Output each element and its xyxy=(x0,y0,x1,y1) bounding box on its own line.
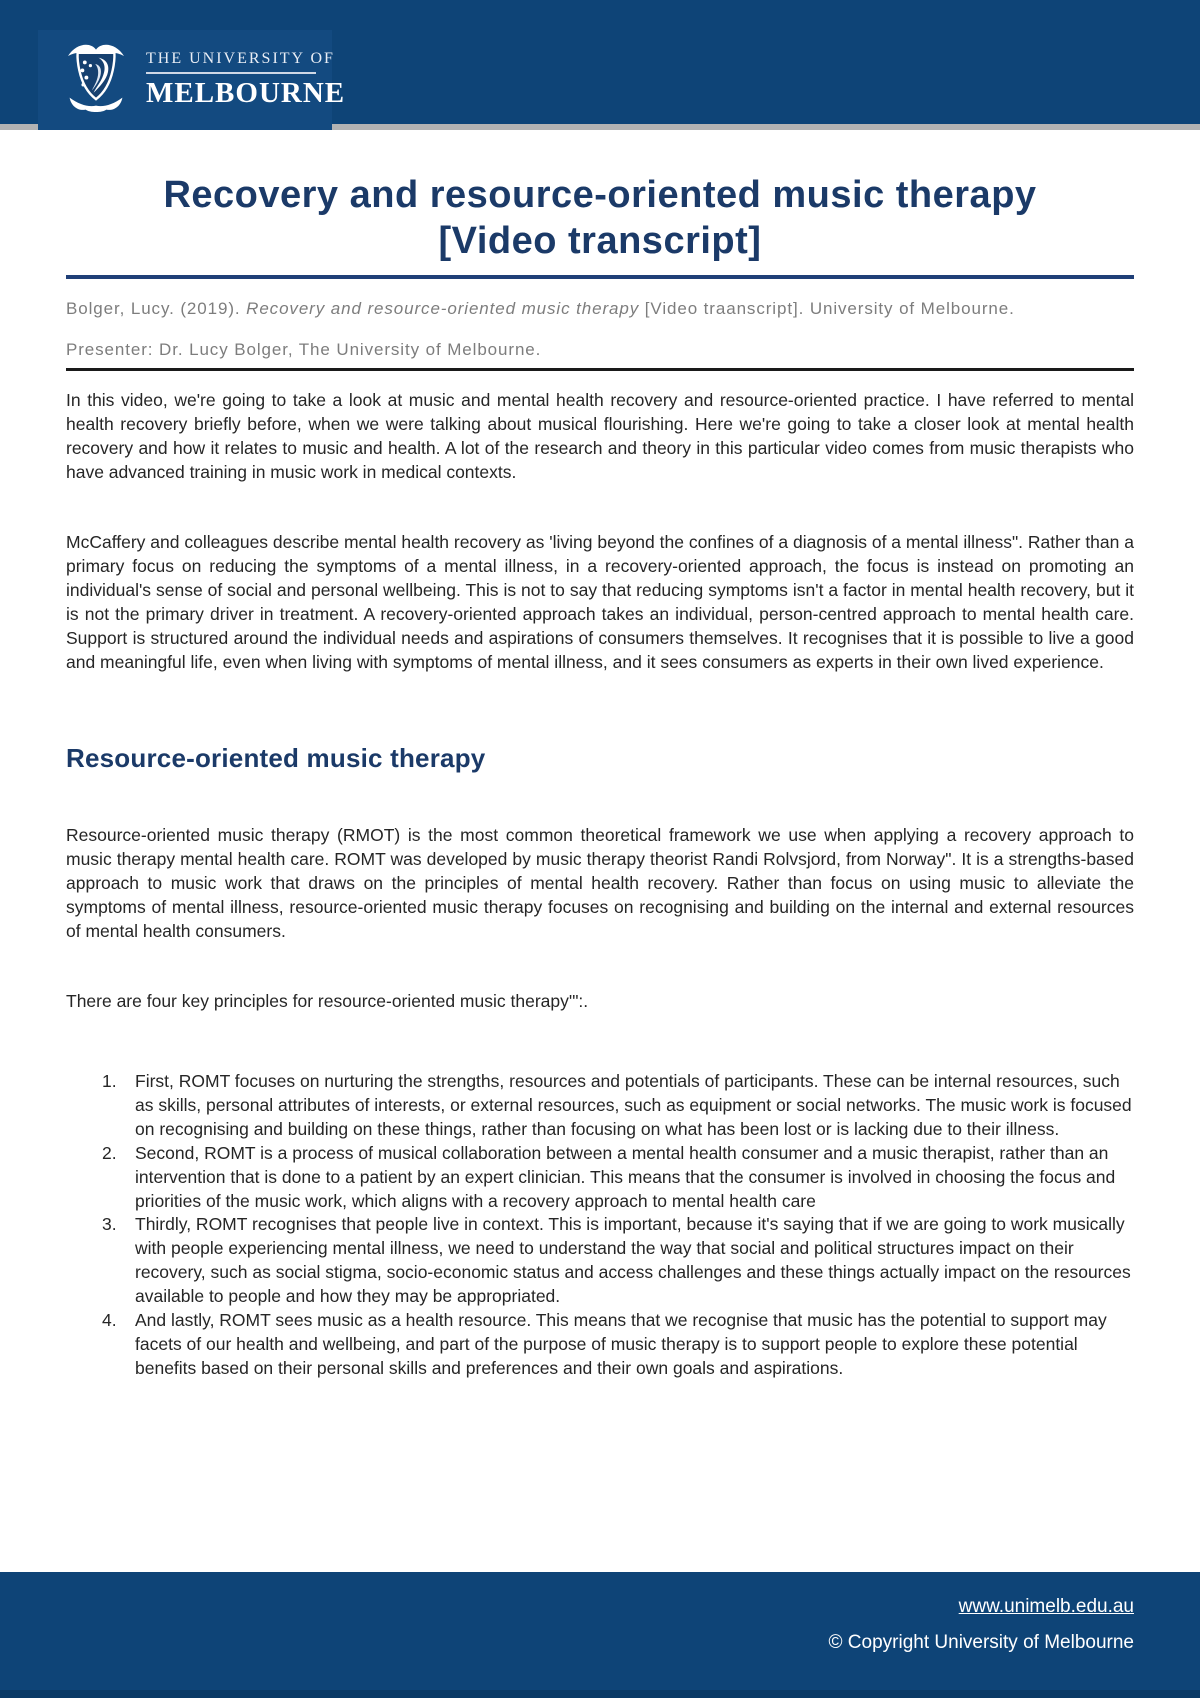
university-logo xyxy=(38,30,346,130)
list-item-text: Thirdly, ROMT recognises that people live in context. This is important, because it's saying that if we are going to work musically with people experiencing mental illness, we need to understand the way that social and political structures impact on their recovery, such as social stigma, socio-economic status and access challenges and these things actually impact on the resources available to people and how they may be appropriated. xyxy=(135,1214,1131,1307)
header-banner xyxy=(0,0,1200,130)
list-item xyxy=(66,1070,1134,1142)
footer-url-link[interactable]: www.unimelb.edu.au xyxy=(958,1596,1134,1617)
title-rule xyxy=(66,275,1134,279)
paragraph-intro: In this video, we're going to take a look at music and mental health recovery and resource-oriented practice. I have referred to mental health recovery briefly before, when we were talking about musical flourishing. Here we're going to take a closer look at mental health recovery and how it relates to music and health. A lot of the research and theory in this particular video comes from music therapists who have advanced training in music work in medical contexts. xyxy=(66,390,1134,483)
logo-divider xyxy=(146,72,316,74)
citation-prefix: Bolger, Lucy. (2019). xyxy=(66,298,247,318)
list-item-text: First, ROMT focuses on nurturing the strengths, resources and potentials of participants. These can be internal resources, such as skills, personal attributes of interests, or external resources, such as equipment or social networks. The music work is focused on recognising and building on these things, rather than focusing on what has been lost or is lacking due to their illness. xyxy=(135,1070,1132,1139)
logo-line2: MELBOURNE xyxy=(146,77,346,109)
logo-line1: THE UNIVERSITY OF xyxy=(146,50,335,67)
list-item-number: 3. xyxy=(102,1214,117,1235)
university-logo-text xyxy=(146,50,345,110)
citation xyxy=(66,293,1134,324)
page-title-line1: Recovery and resource-oriented music therapy xyxy=(163,174,1037,216)
list-item-number: 4. xyxy=(102,1310,117,1331)
page-title-line2: [Video transcript] xyxy=(438,220,762,263)
page-title xyxy=(66,172,1134,265)
section-heading: Resource-oriented music therapy xyxy=(66,742,486,773)
paragraph-rmot: Resource-oriented music therapy (RMOT) is the most common theoretical framework we use when applying a recovery approach to music therapy mental health care. ROMT was developed by music therapy theorist Randi Rolvsjord, from Norway". It is a strengths-based approach to music work that draws on the principles of mental health recovery. Rather than focus on using music to alleviate the symptoms of mental illness, resource-oriented music therapy focuses on recognising and building on the internal and external resources of mental health consumers. xyxy=(66,824,1134,941)
list-item xyxy=(66,1309,1134,1381)
paragraph-principles-intro: There are four key principles for resource-oriented music therapy'":. xyxy=(66,990,589,1011)
footer-banner xyxy=(0,1572,1200,1698)
presenter-line: Presenter: Dr. Lucy Bolger, The University of Melbourne. xyxy=(66,340,542,360)
paragraph-mccaffery: McCaffery and colleagues describe mental health recovery as 'living beyond the confines of a diagnosis of a mental illness". Rather than a primary focus on reducing the symptoms of a mental illness, in a recovery-oriented approach, the focus is instead on promoting an individual's sense of social and personal wellbeing. This is not to say that reducing symptoms isn't a factor in mental health recovery, but it is not the primary driver in treatment. A recovery-oriented approach takes an individual, person-centred approach to mental health care. Support is structured around the individual needs and aspirations of consumers themselves. It recognises that it is possible to live a good and meaningful life, even when living with symptoms of mental illness, and it sees consumers as experts in their own lived experience. xyxy=(66,532,1134,672)
list-item-text: And lastly, ROMT sees music as a health resource. This means that we recognise that music has the potential to support may facets of our health and wellbeing, and part of the purpose of music therapy is to support people to explore these potential benefits based on their personal skills and preferences and their own goals and aspirations. xyxy=(135,1310,1107,1379)
list-item xyxy=(66,1142,1134,1214)
list-item-number: 2. xyxy=(102,1142,117,1163)
principles-list xyxy=(66,1070,1134,1382)
citation-italic-title: Recovery and resource-oriented music therapy xyxy=(246,298,640,318)
list-item-text: Second, ROMT is a process of musical collaboration between a mental health consumer and a music therapist, rather than an intervention that is done to a patient by an expert clinician. This means that the consumer is involved in choosing the focus and priorities of the music work, which aligns with a recovery approach to mental health care xyxy=(135,1142,1116,1211)
document-content xyxy=(0,172,1200,1381)
footer-copyright: © Copyright University of Melbourne xyxy=(828,1632,1134,1653)
list-item-number: 1. xyxy=(102,1070,117,1091)
citation-suffix: [Video traanscript]. University of Melbourne. xyxy=(639,298,1015,318)
presenter-rule xyxy=(66,368,1134,371)
university-crest-icon xyxy=(60,37,132,123)
list-item xyxy=(66,1213,1134,1309)
